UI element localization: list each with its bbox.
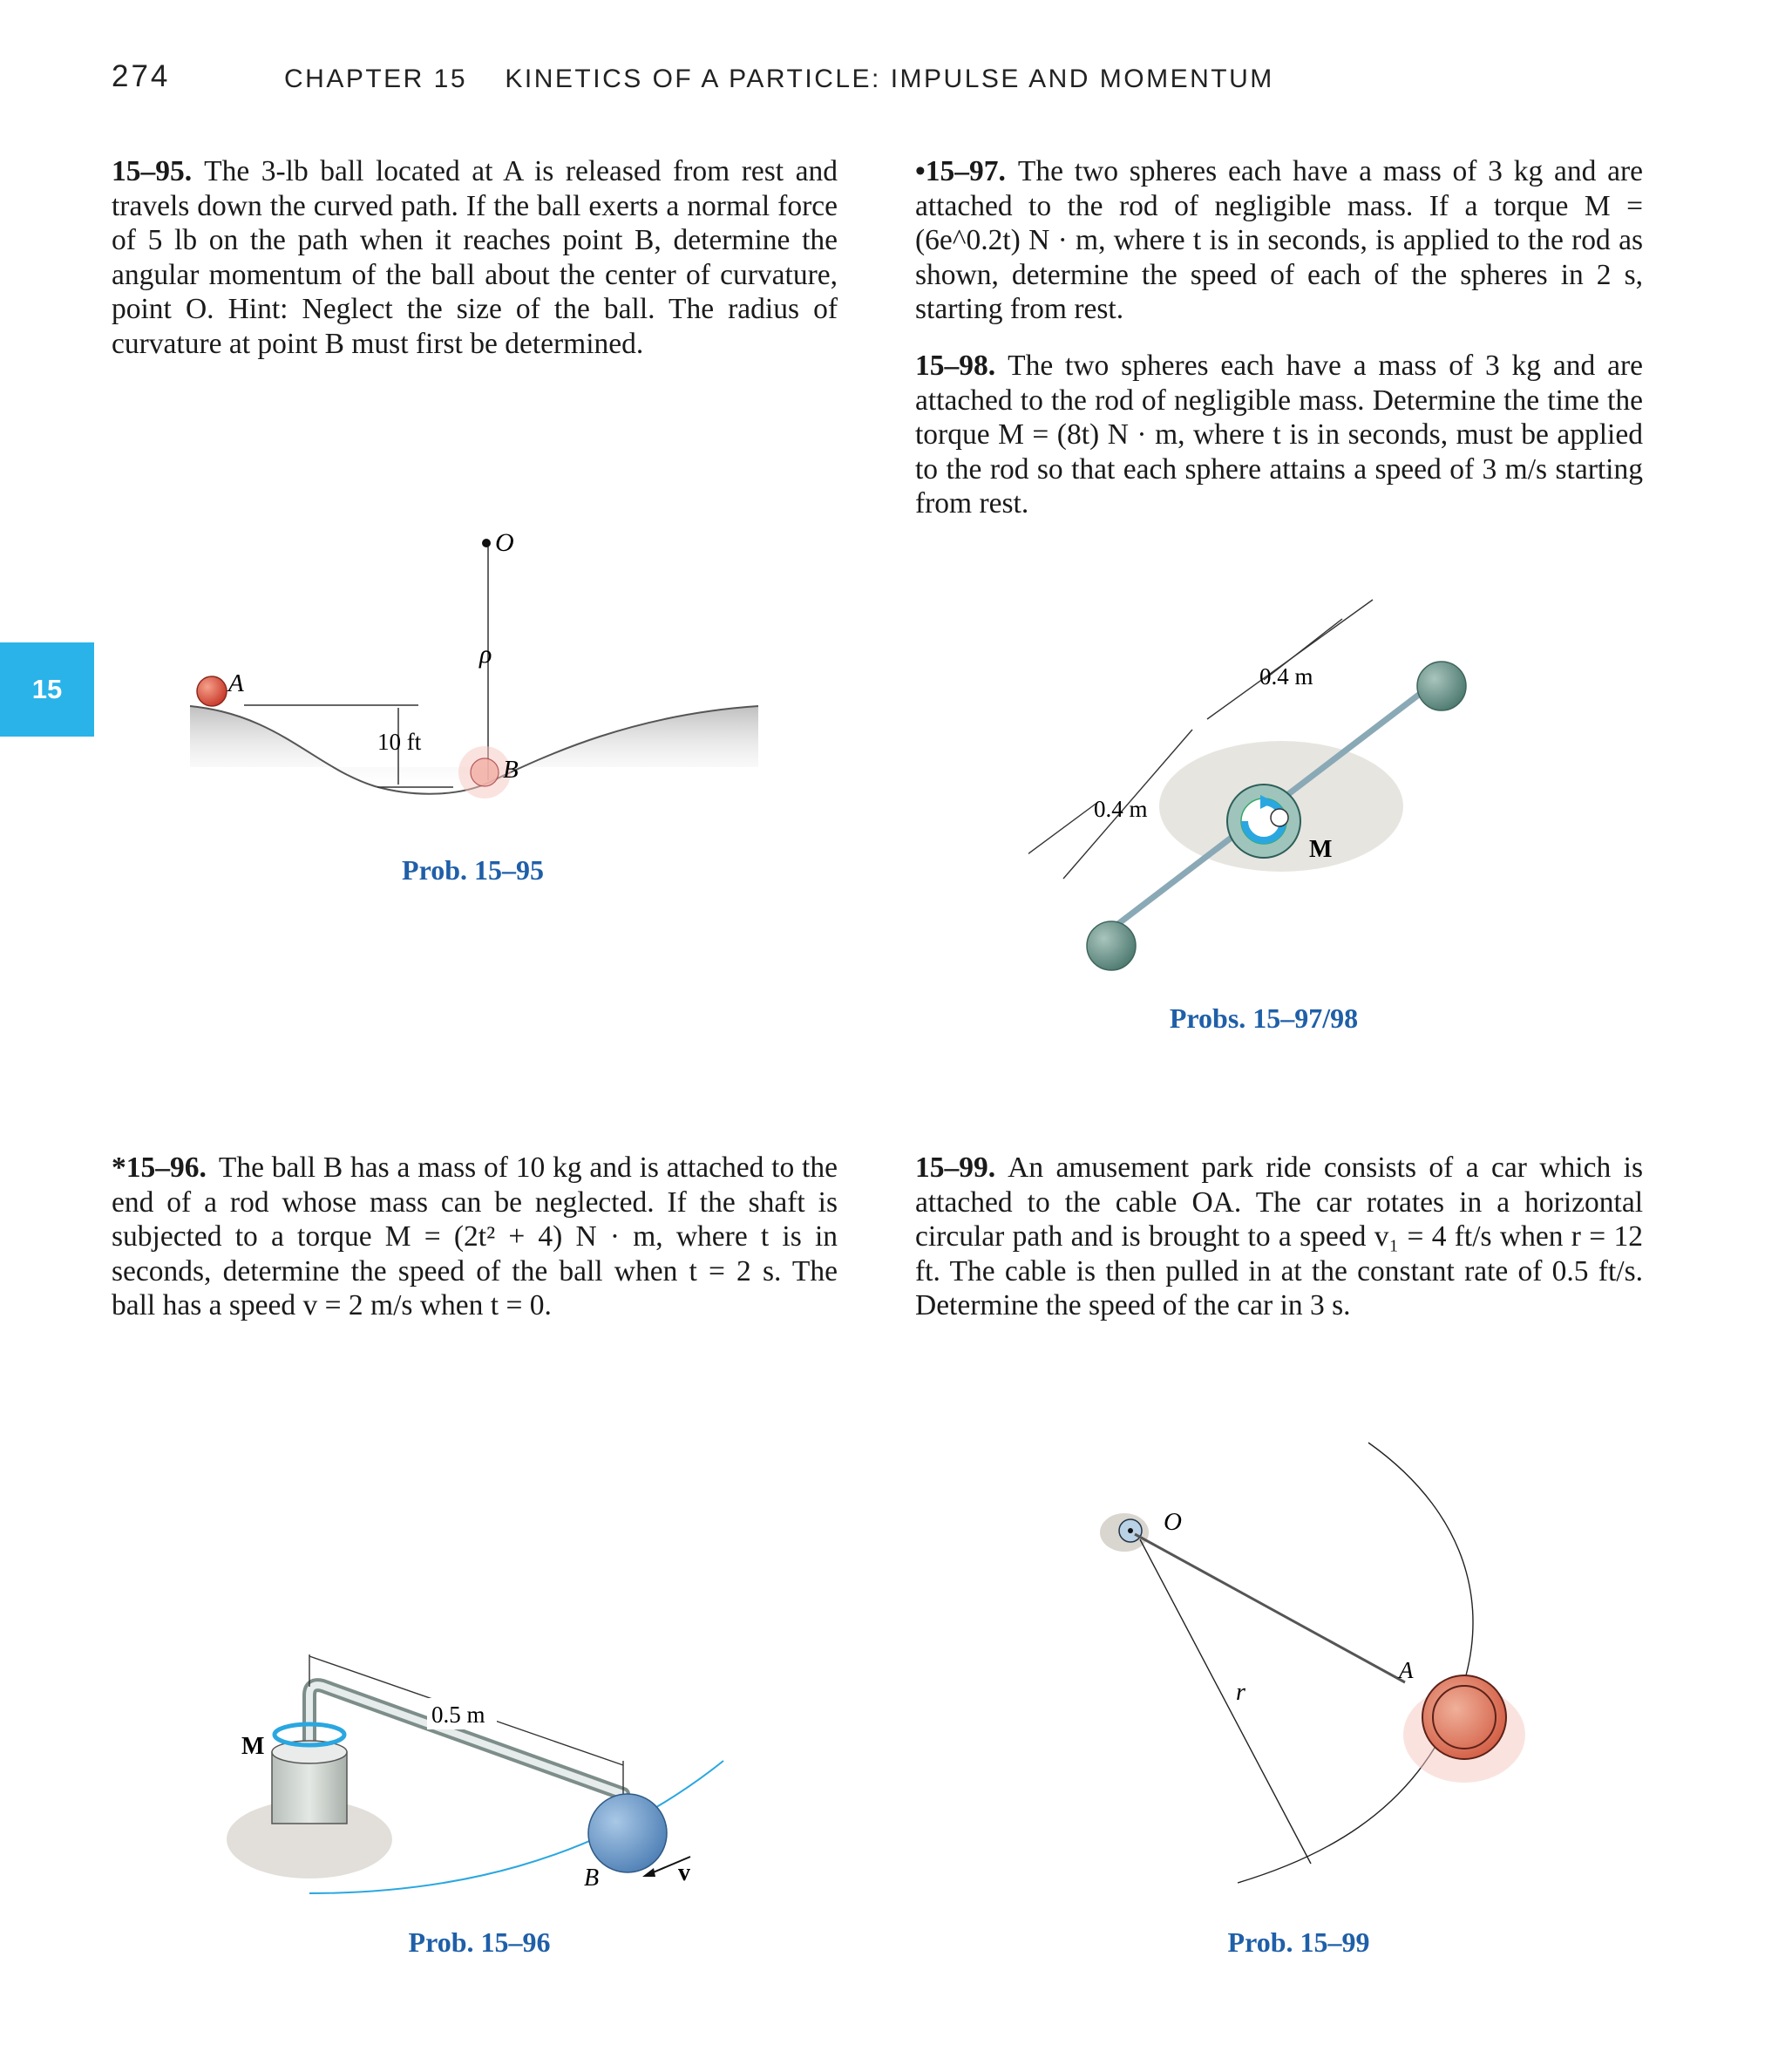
problem-number: *15–96. xyxy=(112,1151,207,1184)
car xyxy=(1422,1675,1506,1759)
caption-15-97-98: Probs. 15–97/98 xyxy=(1169,1002,1359,1034)
ball-B xyxy=(471,758,499,786)
label-M: M xyxy=(241,1733,265,1760)
ball-B xyxy=(588,1794,667,1872)
label-A: A xyxy=(1399,1657,1414,1683)
problem-text: The ball B has a mass of 10 kg and is attached to the end of a rod whose mass can be neglected. If the shaft is subjected to a torque M = (2t² + 4) N · m, where t is in seconds, determine the speed of the ball when t = 2 s. The ball has a speed v = 2 m/s when t = 0. xyxy=(112,1151,838,1321)
sphere-upper xyxy=(1417,662,1466,710)
problem-15-96 xyxy=(112,1151,838,1323)
label-M: M xyxy=(1309,836,1333,863)
label-v: v xyxy=(678,1859,690,1886)
dim-length: 0.5 m xyxy=(431,1702,485,1728)
problem-15-98 xyxy=(915,349,1643,521)
problem-text: The two spheres each have a mass of 3 kg and are attached to the rod of negligible mass. Determine the time the torque M = (8t) N · m, where t is in seconds, must be applied to the rod so that each sphere attains a speed of 3 m/s starting from rest. xyxy=(915,350,1643,520)
dim-height: 10 ft xyxy=(377,729,422,755)
figure-15-95 xyxy=(174,506,784,819)
chapter-tab: 15 xyxy=(0,642,94,737)
label-r: r xyxy=(1236,1679,1245,1706)
problem-number: 15–99. xyxy=(915,1151,996,1184)
problem-number: •15–97. xyxy=(915,155,1006,187)
label-O: O xyxy=(495,528,514,557)
caption-15-99: Prob. 15–99 xyxy=(1227,1926,1370,1958)
problem-15-99 xyxy=(915,1151,1643,1323)
dim-upper: 0.4 m xyxy=(1259,663,1313,690)
problem-number: 15–98. xyxy=(915,350,996,382)
figure-15-99 xyxy=(1081,1430,1534,1892)
label-B: B xyxy=(584,1865,600,1892)
problem-number: 15–95. xyxy=(112,155,193,187)
chapter-title: CHAPTER 15 KINETICS OF A PARTICLE: IMPULSE AND MOMENTUM xyxy=(284,65,1274,93)
ball-A xyxy=(197,676,227,706)
problem-text: The two spheres each have a mass of 3 kg and are attached to the rod of negligible mass. If a torque M = (6e^0.2t) N · m, where t is in seconds, is applied to the rod as shown, determine the speed of each of the spheres in 2 s, starting from rest. xyxy=(915,155,1643,325)
problem-text: The 3-lb ball located at A is released from rest and travels down the curved path. If the ball exerts a normal force of 5 lb on the path when it reaches point B, determine the angular momentum of the ball about the center of curvature, point O. Hint: Neglect the size of the ball. The radius of curvature at point B must first be determined. xyxy=(112,155,838,360)
label-B: B xyxy=(503,756,519,784)
caption-15-95: Prob. 15–95 xyxy=(402,854,544,886)
label-O: O xyxy=(1164,1508,1182,1536)
figure-15-96 xyxy=(227,1621,784,1900)
problem-15-95 xyxy=(112,154,838,361)
cable-OA xyxy=(1135,1534,1405,1682)
problem-15-97 xyxy=(915,154,1643,327)
label-rho: ρ xyxy=(479,640,492,669)
figure-15-97-98 xyxy=(1028,593,1517,994)
page-number: 274 xyxy=(112,59,171,93)
problem-text: An amusement park ride consists of a car which is attached to the cable OA. The car rotates in a horizontal circular path and is brought to a speed v₁ = 4 ft/s when r = 12 ft. The cable is then pulled in at the constant rate of 0.5 ft/s. Determine the speed of the car in 3 s. xyxy=(915,1151,1643,1321)
sphere-lower xyxy=(1087,921,1136,970)
center-point-O xyxy=(482,539,491,547)
caption-15-96: Prob. 15–96 xyxy=(408,1926,551,1958)
dim-lower: 0.4 m xyxy=(1094,796,1148,822)
label-A: A xyxy=(228,669,244,697)
